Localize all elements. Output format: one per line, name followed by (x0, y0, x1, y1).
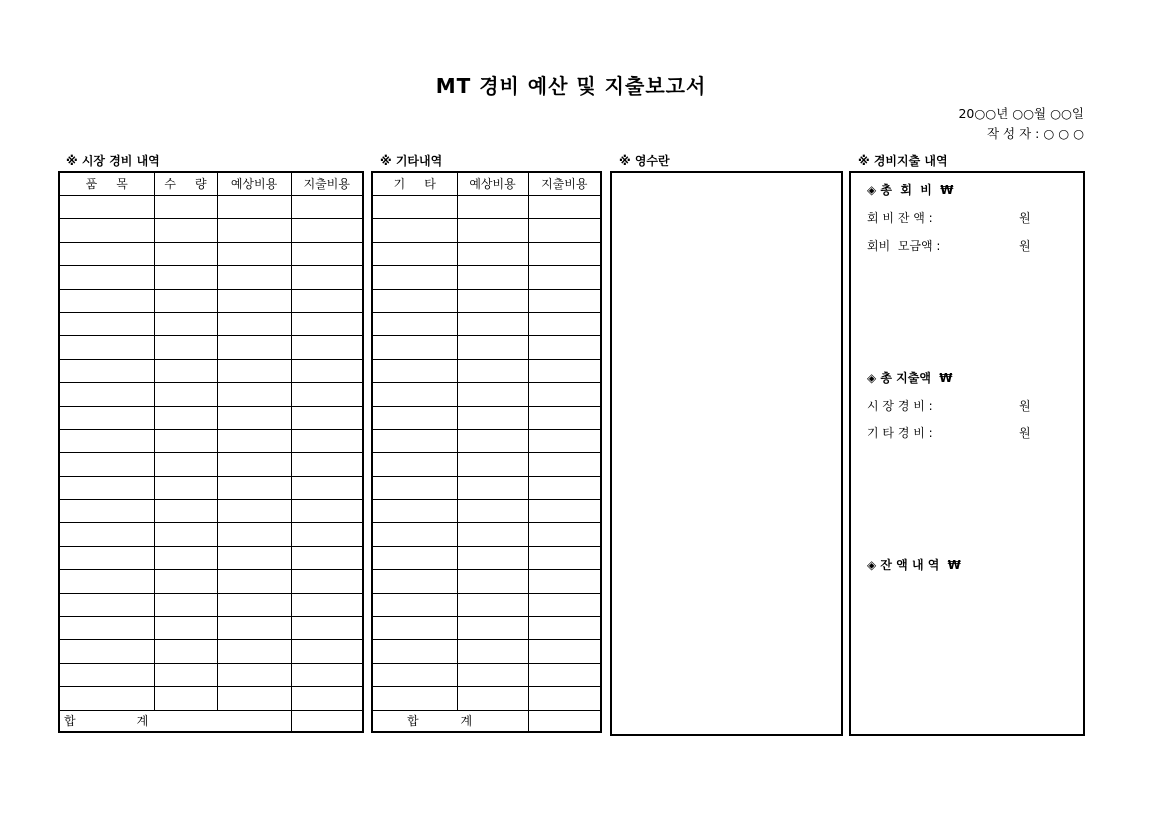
report-author: 작 성 자 : ○ ○ ○ (987, 126, 1084, 141)
other-blank-cell[interactable] (372, 289, 457, 312)
other-blank-cell[interactable] (457, 687, 528, 710)
market-blank-cell[interactable] (217, 429, 291, 452)
other-blank-cell[interactable] (372, 429, 457, 452)
market-blank-cell[interactable] (217, 406, 291, 429)
market-blank-cell[interactable] (154, 219, 217, 242)
other-blank-cell[interactable] (457, 289, 528, 312)
market-table-row (59, 266, 363, 289)
other-blank-cell[interactable] (457, 617, 528, 640)
market-table-row (59, 359, 363, 382)
market-table-row (59, 500, 363, 523)
market-blank-cell[interactable] (59, 617, 154, 640)
market-blank-cell[interactable] (291, 312, 363, 335)
market-blank-cell[interactable] (291, 242, 363, 265)
other-blank-cell[interactable] (372, 383, 457, 406)
market-blank-cell[interactable] (291, 546, 363, 569)
market-blank-cell[interactable] (59, 289, 154, 312)
other-blank-cell[interactable] (457, 453, 528, 476)
total-spend-label: ◈ 총 지출액 ₩ (867, 371, 953, 385)
market-blank-cell[interactable] (154, 429, 217, 452)
other-blank-cell[interactable] (528, 429, 601, 452)
other-blank-cell[interactable] (372, 266, 457, 289)
other-blank-cell[interactable] (528, 196, 601, 219)
market-blank-cell[interactable] (291, 429, 363, 452)
market-blank-cell[interactable] (59, 663, 154, 686)
market-blank-cell[interactable] (291, 617, 363, 640)
other-table-row (372, 687, 601, 710)
market-blank-cell[interactable] (154, 500, 217, 523)
other-table-row (372, 312, 601, 335)
market-cost-label: 시 장 경 비 : (867, 399, 933, 413)
market-blank-cell[interactable] (154, 289, 217, 312)
market-blank-cell[interactable] (59, 500, 154, 523)
market-blank-cell[interactable] (291, 219, 363, 242)
market-blank-cell[interactable] (217, 640, 291, 663)
market-blank-cell[interactable] (291, 289, 363, 312)
market-blank-cell[interactable] (154, 336, 217, 359)
dues-balance-unit: 원 (1019, 211, 1031, 225)
market-blank-cell[interactable] (291, 383, 363, 406)
dues-collected-label: 회비 모금액 : (867, 239, 941, 253)
other-table-row (372, 219, 601, 242)
other-table-row (372, 640, 601, 663)
other-table-row (372, 429, 601, 452)
other-total-row (372, 710, 601, 732)
other-total-label: 합 계 (372, 710, 528, 732)
other-table-row (372, 546, 601, 569)
other-blank-cell[interactable] (528, 546, 601, 569)
market-blank-cell[interactable] (291, 266, 363, 289)
market-blank-cell[interactable] (217, 266, 291, 289)
market-table-row (59, 687, 363, 710)
other-blank-cell[interactable] (372, 336, 457, 359)
market-blank-cell[interactable] (154, 593, 217, 616)
other-blank-cell[interactable] (372, 687, 457, 710)
other-blank-cell[interactable] (528, 476, 601, 499)
receipt-box (610, 171, 843, 736)
market-blank-cell[interactable] (154, 570, 217, 593)
total-dues-label: ◈ 총 회 비 ₩ (867, 183, 954, 197)
market-blank-cell[interactable] (154, 266, 217, 289)
other-table-row (372, 336, 601, 359)
other-blank-cell[interactable] (457, 500, 528, 523)
market-blank-cell[interactable] (291, 359, 363, 382)
market-table-row (59, 546, 363, 569)
market-cost-unit: 원 (1019, 399, 1031, 413)
market-blank-cell[interactable] (154, 383, 217, 406)
other-blank-cell[interactable] (528, 242, 601, 265)
market-blank-cell[interactable] (59, 640, 154, 663)
other-table-row (372, 289, 601, 312)
market-blank-cell[interactable] (154, 453, 217, 476)
other-blank-cell[interactable] (457, 196, 528, 219)
other-blank-cell[interactable] (457, 640, 528, 663)
market-table-row (59, 429, 363, 452)
other-table-row (372, 406, 601, 429)
other-table-row (372, 266, 601, 289)
market-table-row (59, 219, 363, 242)
other-blank-cell[interactable] (528, 336, 601, 359)
market-total-row (59, 710, 363, 732)
other-table-row (372, 453, 601, 476)
market-blank-cell[interactable] (291, 663, 363, 686)
market-blank-cell[interactable] (154, 523, 217, 546)
market-table-row (59, 242, 363, 265)
other-table-row (372, 359, 601, 382)
market-blank-cell[interactable] (291, 406, 363, 429)
market-blank-cell[interactable] (291, 687, 363, 710)
other-blank-cell[interactable] (528, 663, 601, 686)
market-blank-cell[interactable] (291, 570, 363, 593)
other-blank-cell[interactable] (457, 663, 528, 686)
other-blank-cell[interactable] (372, 593, 457, 616)
other-expense-table (371, 171, 602, 733)
other-blank-cell[interactable] (372, 640, 457, 663)
other-blank-cell[interactable] (372, 453, 457, 476)
other-blank-cell[interactable] (457, 406, 528, 429)
market-blank-cell[interactable] (291, 453, 363, 476)
other-header-row (372, 172, 601, 196)
other-col-item: 기 타 (372, 172, 457, 196)
other-blank-cell[interactable] (372, 476, 457, 499)
market-blank-cell[interactable] (154, 663, 217, 686)
market-blank-cell[interactable] (217, 453, 291, 476)
other-blank-cell[interactable] (457, 383, 528, 406)
other-blank-cell[interactable] (372, 617, 457, 640)
market-table-row (59, 523, 363, 546)
dues-collected-unit: 원 (1019, 239, 1031, 253)
receipt-section-heading: ※ 영수란 (619, 154, 670, 168)
market-blank-cell[interactable] (154, 640, 217, 663)
other-blank-cell[interactable] (528, 406, 601, 429)
market-blank-cell[interactable] (217, 359, 291, 382)
other-blank-cell[interactable] (372, 312, 457, 335)
market-blank-cell[interactable] (59, 570, 154, 593)
other-blank-cell[interactable] (457, 242, 528, 265)
other-blank-cell[interactable] (528, 523, 601, 546)
market-col-estimated: 예상비용 (217, 172, 291, 196)
other-table-row (372, 500, 601, 523)
other-blank-cell[interactable] (528, 289, 601, 312)
market-blank-cell[interactable] (217, 289, 291, 312)
other-cost-label: 기 타 경 비 : (867, 426, 933, 440)
market-blank-cell[interactable] (217, 570, 291, 593)
market-blank-cell[interactable] (59, 242, 154, 265)
market-blank-cell[interactable] (217, 687, 291, 710)
market-blank-cell[interactable] (291, 196, 363, 219)
market-table-row (59, 617, 363, 640)
other-table-row (372, 242, 601, 265)
other-table-row (372, 476, 601, 499)
other-blank-cell[interactable] (457, 593, 528, 616)
market-blank-cell[interactable] (291, 476, 363, 499)
market-blank-cell[interactable] (59, 523, 154, 546)
market-blank-cell[interactable] (59, 266, 154, 289)
market-expense-table (58, 171, 364, 733)
other-blank-cell[interactable] (457, 523, 528, 546)
market-col-actual: 지출비용 (291, 172, 363, 196)
market-blank-cell[interactable] (217, 242, 291, 265)
market-blank-cell[interactable] (154, 476, 217, 499)
market-blank-cell[interactable] (154, 546, 217, 569)
market-blank-cell[interactable] (59, 406, 154, 429)
other-blank-cell[interactable] (528, 500, 601, 523)
other-blank-cell[interactable] (457, 219, 528, 242)
market-header-row (59, 172, 363, 196)
other-blank-cell[interactable] (528, 312, 601, 335)
other-blank-cell[interactable] (372, 406, 457, 429)
other-blank-cell[interactable] (372, 359, 457, 382)
other-blank-cell[interactable] (528, 359, 601, 382)
market-blank-cell[interactable] (154, 617, 217, 640)
other-cost-unit: 원 (1019, 426, 1031, 440)
market-blank-cell[interactable] (217, 663, 291, 686)
market-total-value-cell[interactable] (291, 710, 363, 732)
market-blank-cell[interactable] (59, 196, 154, 219)
market-table-row (59, 663, 363, 686)
other-blank-cell[interactable] (528, 617, 601, 640)
market-blank-cell[interactable] (154, 242, 217, 265)
other-blank-cell[interactable] (372, 219, 457, 242)
other-blank-cell[interactable] (528, 266, 601, 289)
other-blank-cell[interactable] (528, 593, 601, 616)
other-table-row (372, 570, 601, 593)
market-blank-cell[interactable] (217, 546, 291, 569)
market-blank-cell[interactable] (154, 359, 217, 382)
dues-balance-label: 회 비 잔 액 : (867, 211, 933, 225)
market-blank-cell[interactable] (217, 500, 291, 523)
market-blank-cell[interactable] (217, 476, 291, 499)
market-blank-cell[interactable] (59, 336, 154, 359)
report-date: 20○○년 ○○월 ○○일 (958, 106, 1084, 121)
other-table-row (372, 523, 601, 546)
other-blank-cell[interactable] (372, 500, 457, 523)
market-blank-cell[interactable] (217, 593, 291, 616)
other-total-value-cell[interactable] (528, 710, 601, 732)
market-blank-cell[interactable] (59, 312, 154, 335)
page-title: MT 경비 예산 및 지출보고서 (435, 74, 707, 98)
other-section-heading: ※ 기타내역 (380, 154, 443, 168)
other-blank-cell[interactable] (372, 570, 457, 593)
other-blank-cell[interactable] (457, 359, 528, 382)
market-table-row (59, 570, 363, 593)
other-col-actual: 지출비용 (528, 172, 601, 196)
market-table-row (59, 593, 363, 616)
market-blank-cell[interactable] (59, 476, 154, 499)
market-table-row (59, 312, 363, 335)
summary-section-heading: ※ 경비지출 내역 (858, 154, 948, 168)
market-blank-cell[interactable] (217, 523, 291, 546)
market-blank-cell[interactable] (154, 312, 217, 335)
market-blank-cell[interactable] (59, 219, 154, 242)
market-blank-cell[interactable] (59, 383, 154, 406)
market-blank-cell[interactable] (59, 429, 154, 452)
other-blank-cell[interactable] (528, 219, 601, 242)
other-blank-cell[interactable] (457, 336, 528, 359)
market-blank-cell[interactable] (59, 687, 154, 710)
other-blank-cell[interactable] (528, 640, 601, 663)
market-table-row (59, 476, 363, 499)
other-blank-cell[interactable] (457, 476, 528, 499)
market-col-item: 품 목 (59, 172, 154, 196)
other-table-row (372, 617, 601, 640)
other-blank-cell[interactable] (372, 546, 457, 569)
other-blank-cell[interactable] (457, 312, 528, 335)
market-blank-cell[interactable] (59, 593, 154, 616)
summary-box (849, 171, 1085, 736)
market-blank-cell[interactable] (154, 687, 217, 710)
market-blank-cell[interactable] (291, 500, 363, 523)
market-blank-cell[interactable] (59, 359, 154, 382)
other-blank-cell[interactable] (457, 570, 528, 593)
other-blank-cell[interactable] (372, 242, 457, 265)
market-blank-cell[interactable] (291, 593, 363, 616)
market-blank-cell[interactable] (217, 196, 291, 219)
market-blank-cell[interactable] (291, 336, 363, 359)
other-blank-cell[interactable] (372, 523, 457, 546)
market-table-row (59, 289, 363, 312)
market-table-row (59, 453, 363, 476)
other-blank-cell[interactable] (528, 687, 601, 710)
other-table-row (372, 383, 601, 406)
market-blank-cell[interactable] (217, 617, 291, 640)
other-blank-cell[interactable] (372, 196, 457, 219)
market-section-heading: ※ 시장 경비 내역 (66, 154, 160, 168)
other-blank-cell[interactable] (457, 546, 528, 569)
market-blank-cell[interactable] (59, 546, 154, 569)
other-table-row (372, 196, 601, 219)
market-blank-cell[interactable] (59, 453, 154, 476)
market-table-row (59, 196, 363, 219)
market-blank-cell[interactable] (291, 523, 363, 546)
other-table-row (372, 593, 601, 616)
market-blank-cell[interactable] (217, 219, 291, 242)
other-blank-cell[interactable] (457, 429, 528, 452)
other-table-row (372, 663, 601, 686)
market-blank-cell[interactable] (154, 406, 217, 429)
other-blank-cell[interactable] (528, 453, 601, 476)
balance-label: ◈ 잔 액 내 역 ₩ (867, 558, 961, 572)
market-col-qty: 수 량 (154, 172, 217, 196)
market-blank-cell[interactable] (291, 640, 363, 663)
market-blank-cell[interactable] (217, 336, 291, 359)
market-blank-cell[interactable] (217, 383, 291, 406)
market-blank-cell[interactable] (154, 196, 217, 219)
other-blank-cell[interactable] (528, 570, 601, 593)
other-blank-cell[interactable] (528, 383, 601, 406)
market-table-row (59, 383, 363, 406)
market-table-row (59, 406, 363, 429)
other-blank-cell[interactable] (372, 663, 457, 686)
other-col-estimated: 예상비용 (457, 172, 528, 196)
market-table-row (59, 640, 363, 663)
market-table-row (59, 336, 363, 359)
market-total-label: 합 계 (59, 710, 291, 732)
other-blank-cell[interactable] (457, 266, 528, 289)
market-blank-cell[interactable] (217, 312, 291, 335)
